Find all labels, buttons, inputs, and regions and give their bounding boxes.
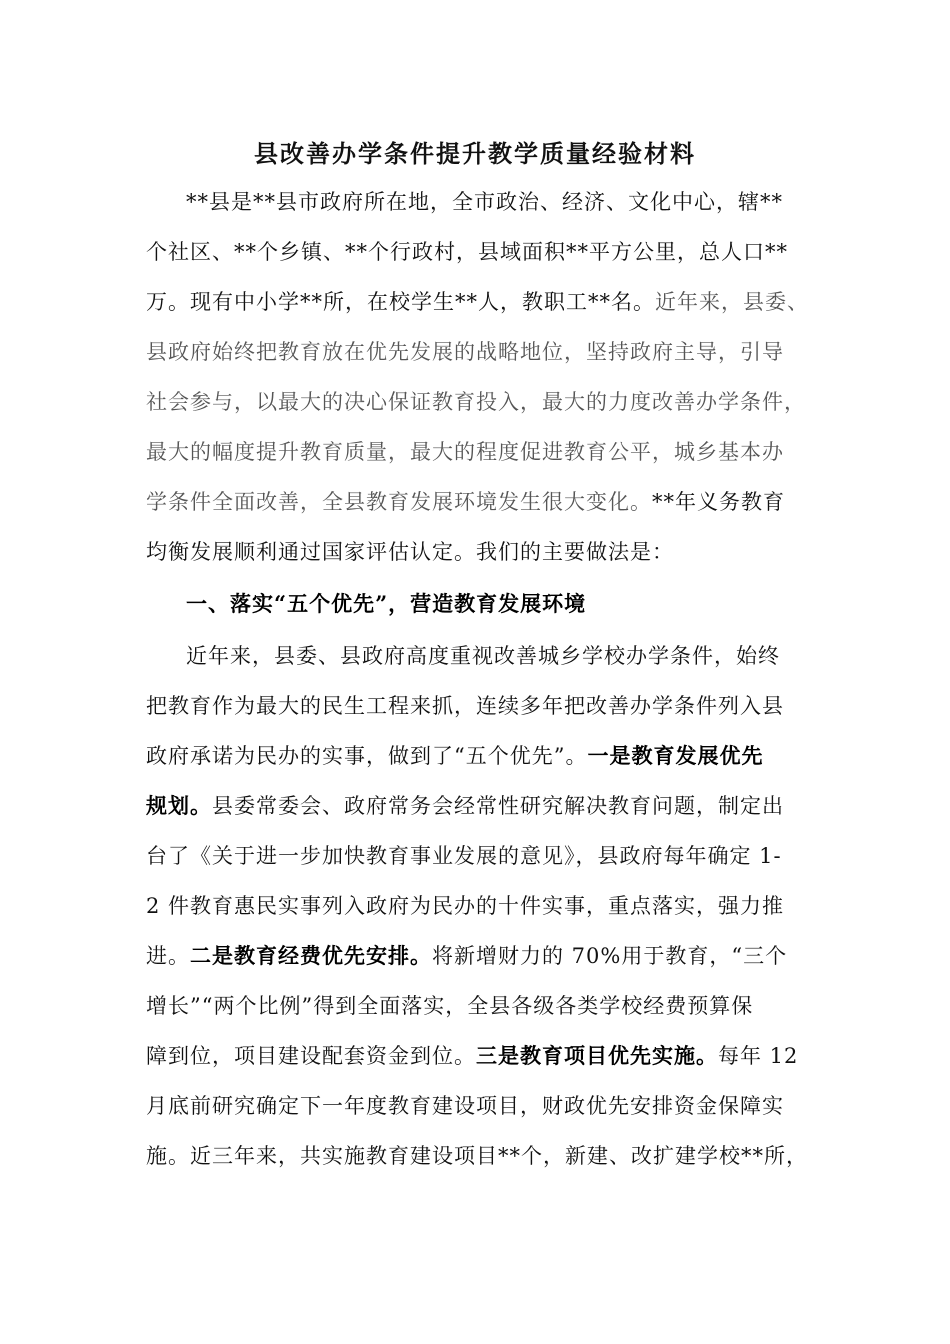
document-title: 县改善办学条件提升教学质量经验材料 xyxy=(254,139,696,168)
intro-line-7 xyxy=(146,482,785,522)
intro-line-4: 县政府始终把教育放在优先发展的战略地位，坚持政府主导，引导 xyxy=(146,340,784,364)
section1-line-3 xyxy=(146,736,763,776)
section1-line-7-text: 进。 xyxy=(146,944,190,968)
section1-line-4 xyxy=(146,786,784,826)
intro-line-3 xyxy=(146,282,809,322)
section1-line-2: 把教育作为最大的民生工程来抓，连续多年把改善办学条件列入县 xyxy=(146,694,784,718)
intro-line-5: 社会参与，以最大的决心保证教育投入，最大的力度改善办学条件， xyxy=(146,390,806,414)
intro-line-8: 均衡发展顺利通过国家评估认定。我们的主要做法是： xyxy=(146,540,674,564)
section1-line-9-bold: 三是教育项目优先实施。 xyxy=(476,1043,718,1068)
intro-line-6: 最大的幅度提升教育质量，最大的程度促进教育公平，城乡基本办 xyxy=(146,440,784,464)
section1-line-5: 台了《关于进一步加快教育事业发展的意见》，县政府每年确定 1- xyxy=(146,844,782,868)
section1-line-6: 2 件教育惠民实事列入政府为民办的十件实事，重点落实，强力推 xyxy=(146,894,785,918)
section1-line-9 xyxy=(146,1036,798,1076)
section1-line-9-tail: 每年 12 xyxy=(718,1044,799,1068)
section1-line-1: 近年来，县委、县政府高度重视改善城乡学校办学条件，始终 xyxy=(186,644,780,668)
section1-line-7 xyxy=(146,936,787,976)
section1-line-4-bold: 规划。 xyxy=(146,793,212,818)
section1-line-7-tail: 将新增财力的 70%用于教育，“三个 xyxy=(432,944,788,968)
section1-line-9-text: 障到位，项目建设配套资金到位。 xyxy=(146,1044,476,1068)
section1-line-4-text: 县委常委会、政府常务会经常性研究解决教育问题，制定出 xyxy=(212,794,784,818)
section1-line-7-bold: 二是教育经费优先安排。 xyxy=(190,943,432,968)
intro-line-3-text: 万。现有中小学**所，在校学生**人，教职工**名。 xyxy=(146,290,655,314)
section1-line-3-text: 政府承诺为民办的实事，做到了“五个优先”。 xyxy=(146,744,588,768)
section1-line-8: 增长”“两个比例”得到全面落实，全县各级各类学校经费预算保 xyxy=(146,994,754,1018)
section1-line-3-bold: 一是教育发展优先 xyxy=(587,743,764,768)
intro-line-7-tail: **年义务教育 xyxy=(652,490,785,514)
intro-line-7-text: 学条件全面改善，全县教育发展环境发生很大变化。 xyxy=(146,490,652,514)
intro-line-2: 个社区、**个乡镇、**个行政村，县域面积**平方公里，总人口** xyxy=(146,240,788,264)
section-heading-1: 一、落实“五个优先”，营造教育发展环境 xyxy=(186,591,587,616)
intro-line-1: **县是**县市政府所在地，全市政治、经济、文化中心，辖** xyxy=(186,190,783,214)
intro-line-3-tail: 近年来，县委、 xyxy=(655,290,809,314)
section1-line-11: 施。近三年来，共实施教育建设项目**个，新建、改扩建学校**所， xyxy=(146,1144,808,1168)
section1-line-10: 月底前研究确定下一年度教育建设项目，财政优先安排资金保障实 xyxy=(146,1094,784,1118)
